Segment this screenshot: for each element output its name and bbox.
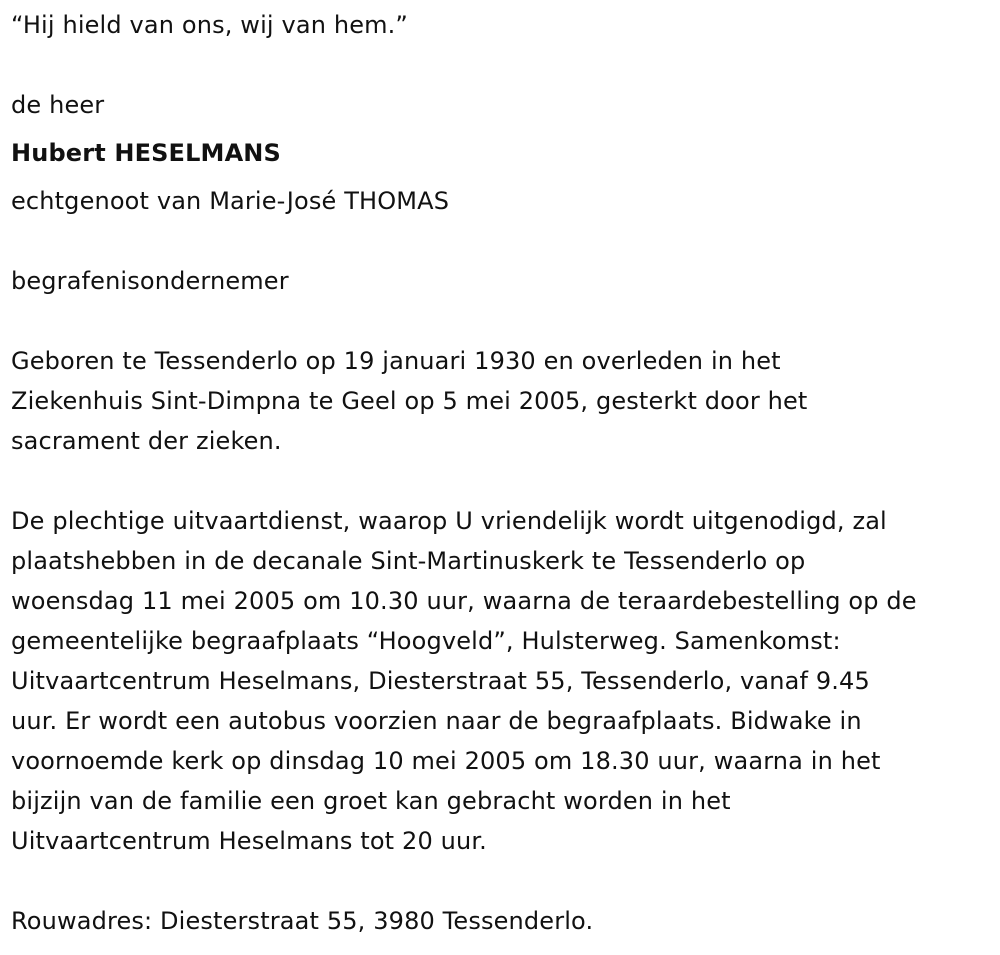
deceased-name: Hubert HESELMANS <box>11 139 281 167</box>
profession: begrafenisondernemer <box>11 267 289 295</box>
honorific-title: de heer <box>11 91 105 119</box>
funeral-details-paragraph: De plechtige uitvaartdienst, waarop U vriendelijk wordt uitgenodigd, zal plaatshebben in de decanale Sint-Martinuskerk te Tessenderlo op woensdag 11 mei 2005 om 10.30 uur, waarna de teraardebestelling op de gemeentelijke begraafplaats “Hoogveld”, Hulsterweg. Samenkomst: Uitvaartcentrum Heselmans, Diesterstraat 55, Tessenderlo, vanaf 9.45 uur. Er wordt een autobus voorzien naar de begraafplaats. Bidwake in voornoemde kerk op dinsdag 10 mei 2005 om 18.30 uur, waarna in het bijzijn van de familie een groet kan gebracht worden in het Uitvaartcentrum Heselmans tot 20 uur. <box>11 507 917 855</box>
mourning-address: Rouwadres: Diesterstraat 55, 3980 Tessenderlo. <box>11 907 594 935</box>
birth-death-paragraph: Geboren te Tessenderlo op 19 januari 1930 en overleden in het Ziekenhuis Sint-Dimpna te Geel op 5 mei 2005, gesterkt door het sacrament der zieken. <box>11 347 808 455</box>
spouse-line: echtgenoot van Marie-José THOMAS <box>11 187 450 215</box>
memorial-quote: “Hij hield van ons, wij van hem.” <box>11 11 409 39</box>
